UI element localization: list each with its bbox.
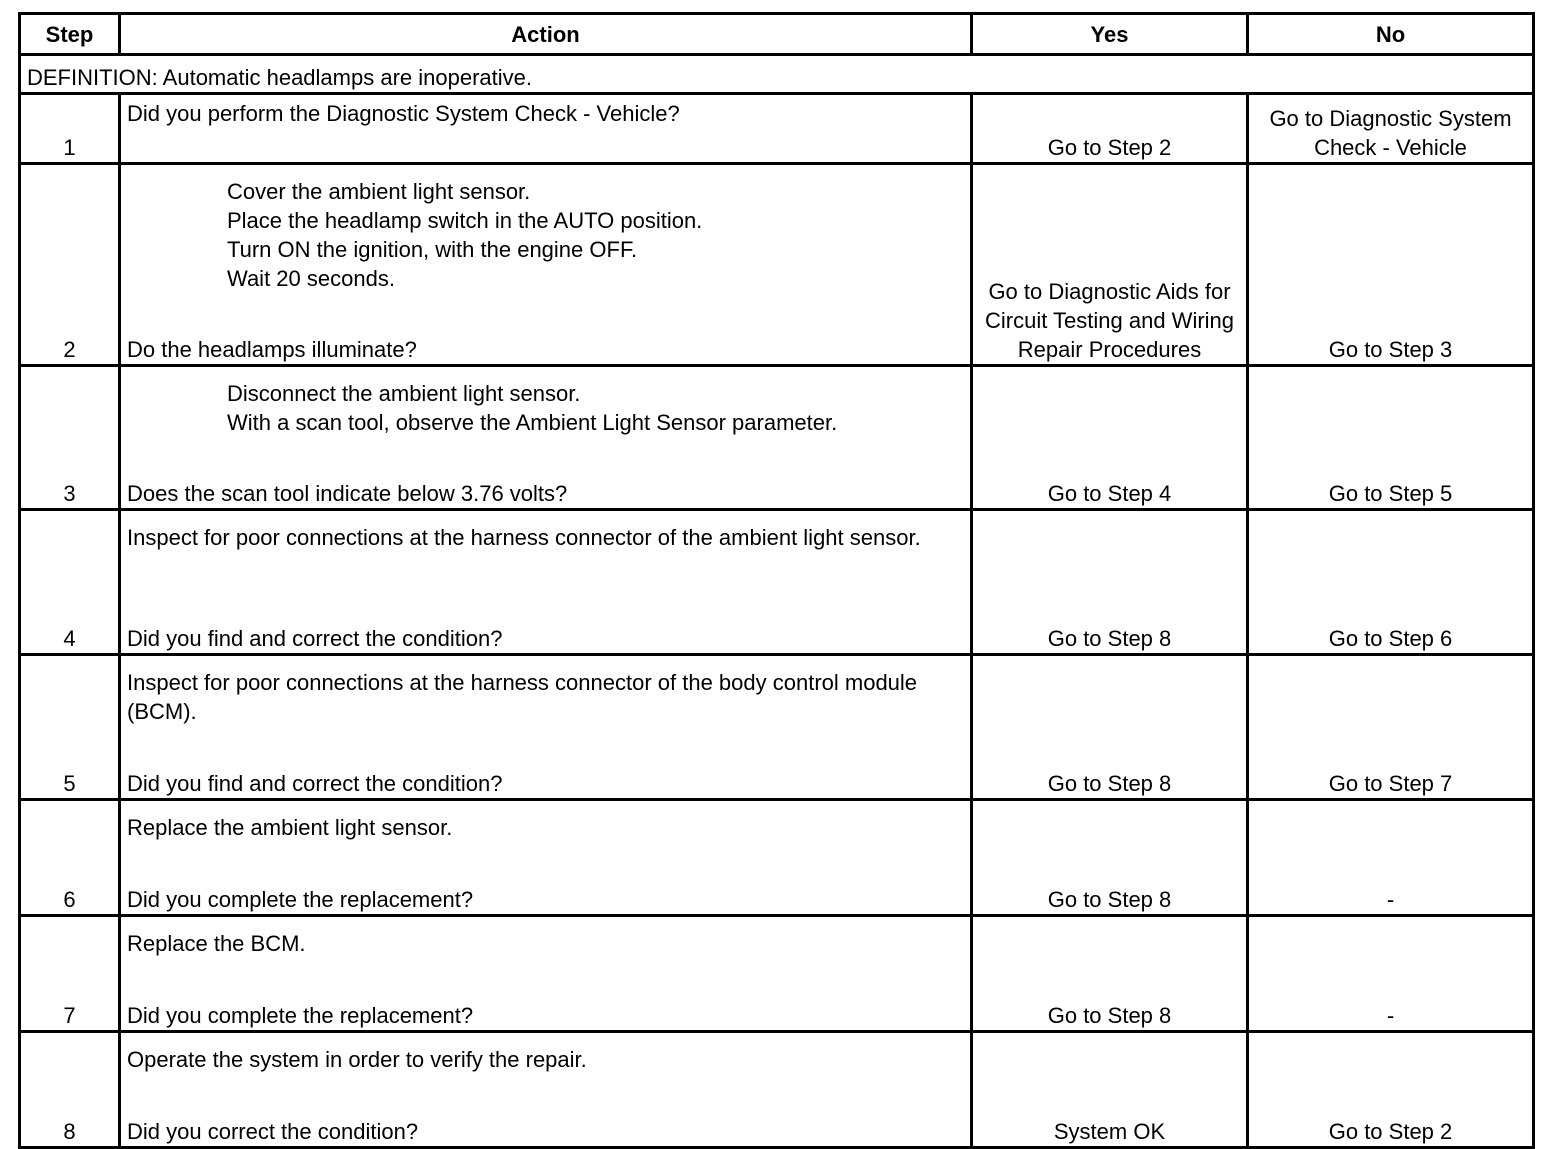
yes-cell: Go to Diagnostic Aids for Circuit Testing and Wiring Repair Procedures <box>972 164 1248 366</box>
step-number: 4 <box>20 510 120 655</box>
substep-item: Disconnect the ambient light sensor. <box>227 381 581 406</box>
action-cell <box>120 800 972 916</box>
header-step: Step <box>20 14 120 55</box>
action-cell <box>120 916 972 1032</box>
yes-cell: Go to Step 8 <box>972 800 1248 916</box>
yes-cell: Go to Step 4 <box>972 366 1248 510</box>
action-cell <box>120 94 972 164</box>
diagnostic-table <box>18 12 1535 1149</box>
table-row <box>20 94 1534 164</box>
action-question: Did you find and correct the condition? <box>127 771 503 796</box>
action-question: Did you complete the replacement? <box>127 1003 474 1028</box>
step-number: 3 <box>20 366 120 510</box>
substep-item: With a scan tool, observe the Ambient Light Sensor parameter. <box>227 410 838 435</box>
step-number: 5 <box>20 655 120 800</box>
no-cell: Go to Step 2 <box>1248 1032 1534 1148</box>
action-instruction: Replace the BCM. <box>127 931 306 956</box>
action-question: Does the scan tool indicate below 3.76 volts? <box>127 481 568 506</box>
table-row <box>20 366 1534 510</box>
table-row <box>20 1032 1534 1148</box>
step-number: 8 <box>20 1032 120 1148</box>
action-cell <box>120 655 972 800</box>
substep-list <box>127 177 964 293</box>
table-row <box>20 510 1534 655</box>
step-number: 6 <box>20 800 120 916</box>
action-instruction: Inspect for poor connections at the harness connector of the body control module (BCM). <box>127 670 918 724</box>
action-cell <box>120 366 972 510</box>
substep-item: Wait 20 seconds. <box>227 266 395 291</box>
action-cell <box>120 1032 972 1148</box>
table-row <box>20 655 1534 800</box>
header-yes: Yes <box>972 14 1248 55</box>
no-cell: Go to Step 7 <box>1248 655 1534 800</box>
step-number: 2 <box>20 164 120 366</box>
step-number: 1 <box>20 94 120 164</box>
no-cell: Go to Diagnostic System Check - Vehicle <box>1248 94 1534 164</box>
definition-text: DEFINITION: Automatic headlamps are inoperative. <box>20 55 1534 94</box>
action-instruction: Replace the ambient light sensor. <box>127 815 453 840</box>
yes-cell: Go to Step 2 <box>972 94 1248 164</box>
no-cell: Go to Step 6 <box>1248 510 1534 655</box>
no-cell: Go to Step 5 <box>1248 366 1534 510</box>
action-instruction: Did you perform the Diagnostic System Check - Vehicle? <box>127 101 680 126</box>
action-question: Did you complete the replacement? <box>127 887 474 912</box>
header-row <box>20 14 1534 55</box>
yes-cell: Go to Step 8 <box>972 510 1248 655</box>
table-row <box>20 916 1534 1032</box>
no-cell: Go to Step 3 <box>1248 164 1534 366</box>
table-row <box>20 164 1534 366</box>
substep-list <box>127 379 964 437</box>
no-cell: - <box>1248 800 1534 916</box>
definition-row <box>20 55 1534 94</box>
substep-item: Place the headlamp switch in the AUTO position. <box>227 208 703 233</box>
action-cell <box>120 510 972 655</box>
action-question: Do the headlamps illuminate? <box>127 337 417 362</box>
yes-cell: System OK <box>972 1032 1248 1148</box>
substep-item: Cover the ambient light sensor. <box>227 179 531 204</box>
action-instruction: Operate the system in order to verify the repair. <box>127 1047 587 1072</box>
yes-cell: Go to Step 8 <box>972 916 1248 1032</box>
substep-item: Turn ON the ignition, with the engine OFF. <box>227 237 638 262</box>
no-cell: - <box>1248 916 1534 1032</box>
header-no: No <box>1248 14 1534 55</box>
step-number: 7 <box>20 916 120 1032</box>
yes-cell: Go to Step 8 <box>972 655 1248 800</box>
table-row <box>20 800 1534 916</box>
action-question: Did you correct the condition? <box>127 1119 419 1144</box>
header-action: Action <box>120 14 972 55</box>
action-cell <box>120 164 972 366</box>
action-question: Did you find and correct the condition? <box>127 626 503 651</box>
action-instruction: Inspect for poor connections at the harness connector of the ambient light sensor. <box>127 525 921 550</box>
